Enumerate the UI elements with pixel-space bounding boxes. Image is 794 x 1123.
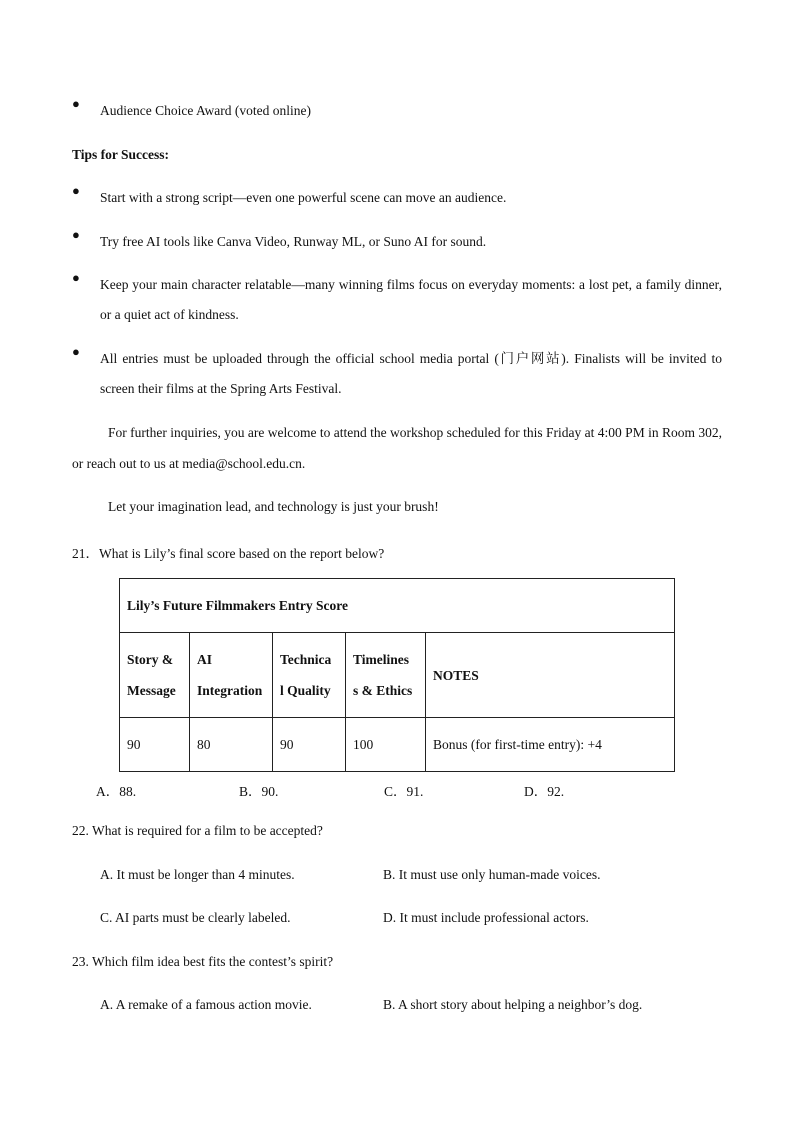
value-technical-quality: 90: [273, 718, 346, 772]
table-header-row: [120, 633, 675, 718]
bullet-icon: ●: [72, 183, 80, 198]
tip-text: All entries must be uploaded through the official school media portal (门户网站). Finalists will be invited to screen their films at the Spring Arts Festival.: [100, 351, 722, 396]
table-title-row: [120, 579, 675, 633]
header-line: AI: [197, 652, 213, 667]
header-line: Story &: [127, 652, 174, 667]
tip-item: [72, 270, 722, 330]
q21-option-b: B．90.: [239, 784, 279, 799]
award-text: Audience Choice Award (voted online): [100, 103, 311, 118]
question-21: 21．What is Lily’s final score based on the report below?: [72, 546, 385, 561]
q22-option-b: B. It must use only human-made voices.: [383, 867, 601, 882]
q22-option-d: D. It must include professional actors.: [383, 910, 589, 925]
inquiry-paragraph: For further inquiries, you are welcome to attend the workshop scheduled for this Friday at 4:00 PM in Room 302, or reach out to us at media@school.edu.cn.: [72, 425, 722, 471]
question-22: 22. What is required for a film to be accepted?: [72, 823, 323, 838]
header-line: l Quality: [280, 683, 331, 698]
value-timeliness-ethics: 100: [346, 718, 426, 772]
q21-option-a: A．88.: [96, 784, 137, 799]
bullet-icon: ●: [72, 96, 80, 111]
header-timeliness-ethics: [346, 633, 426, 718]
header-notes: NOTES: [426, 633, 675, 718]
closing-line: Let your imagination lead, and technology is just your brush!: [108, 499, 439, 514]
q22-option-c: C. AI parts must be clearly labeled.: [100, 910, 291, 925]
header-line: Message: [127, 683, 176, 698]
tip-text: Start with a strong script—even one powerful scene can move an audience.: [100, 190, 507, 205]
bullet-icon: ●: [72, 270, 80, 285]
table-title: Lily’s Future Filmmakers Entry Score: [120, 579, 675, 633]
q22-option-a: A. It must be longer than 4 minutes.: [100, 867, 295, 882]
score-table: [119, 578, 675, 772]
table-row: [120, 718, 675, 772]
bullet-icon: ●: [72, 344, 80, 359]
question-23: 23. Which film idea best fits the contest’s spirit?: [72, 954, 334, 969]
header-technical-quality: [273, 633, 346, 718]
header-story-message: [120, 633, 190, 718]
tip-text: Keep your main character relatable—many winning films focus on everyday moments: a lost pet, a family dinner, or a quiet act of kindness.: [100, 277, 722, 322]
value-notes: Bonus (for first-time entry): +4: [426, 718, 675, 772]
q21-option-c: C．91.: [384, 784, 424, 799]
tip-item: [72, 344, 722, 404]
tip-item: [72, 227, 722, 257]
q23-option-b: B. A short story about helping a neighbor’s dog.: [383, 997, 643, 1012]
bullet-icon: ●: [72, 227, 80, 242]
q23-option-a: A. A remake of a famous action movie.: [100, 997, 312, 1012]
header-line: Integration: [197, 683, 263, 698]
tip-item: [72, 183, 722, 213]
tips-heading: Tips for Success:: [72, 147, 170, 162]
value-story-message: 90: [120, 718, 190, 772]
tip-text: Try free AI tools like Canva Video, Runway ML, or Suno AI for sound.: [100, 234, 487, 249]
q21-option-d: D．92.: [524, 784, 565, 799]
award-list-item: [72, 96, 722, 126]
header-line: Technica: [280, 652, 332, 667]
value-ai-integration: 80: [190, 718, 273, 772]
header-line: Timelines: [353, 652, 410, 667]
header-line: s & Ethics: [353, 683, 413, 698]
header-ai-integration: [190, 633, 273, 718]
